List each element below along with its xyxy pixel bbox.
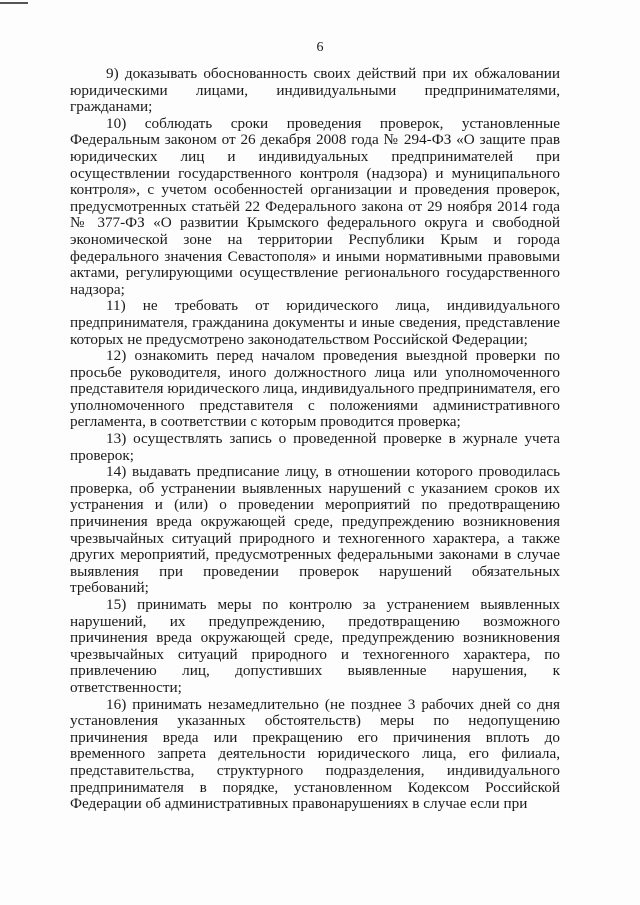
paragraph-item-11: 11) не требовать от юридического лица, индивидуального предпринимателя, гражданина документы и иные сведения, представление которых не предусмотрено законодательством Российской Федерации;	[70, 297, 560, 348]
page-number: 6	[316, 40, 324, 55]
paragraph-item-9: 9) доказывать обоснованность своих действий при их обжаловании юридическими лицами, индивидуальными предпринимателями, гражданами;	[70, 65, 560, 116]
scan-corner-mark	[0, 2, 28, 4]
paragraph-item-12: 12) ознакомить перед началом проведения выездной проверки по просьбе руководителя, иного должностного лица или уполномоченного представителя юридического лица, индивидуального предпринимателя, его уполномоченного представителя с положениями административного регламента, в соответствии с которым проводится проверка;	[70, 347, 560, 431]
paragraph-item-13: 13) осуществлять запись о проведенной проверке в журнале учета проверок;	[70, 430, 560, 464]
paragraph-item-14: 14) выдавать предписание лицу, в отношении которого проводилась проверка, об устранении выявленных нарушений с указанием сроков их устранения и (или) о проведении мероприятий по предотвращению причинения вреда окружающей среде, предупреждению возникновения чрезвычайных ситуаций природного и техногенного характера, а также других мероприятий, предусмотренных федеральными законами в случае выявления при проведении проверок нарушений обязательных требований;	[70, 463, 560, 597]
document-body	[70, 66, 560, 813]
paragraph-item-10: 10) соблюдать сроки проведения проверок, установленные Федеральным законом от 26 декабря 2008 года № 294-ФЗ «О защите прав юридических лиц и индивидуальных предпринимателей при осуществлении государственного контроля (надзора) и муниципального контроля», с учетом особенностей организации и проведения проверок, предусмотренных статьёй 22 Федерального закона от 29 ноября 2014 года № 377-ФЗ «О развитии Крымского федерального округа и свободной экономической зоне на территории Республики Крым и города федерального значения Севастополя» и иными нормативными правовыми актами, регулирующими осуществление регионального государственного надзора;	[70, 114, 560, 298]
paragraph-item-15: 15) принимать меры по контролю за устранением выявленных нарушений, их предупреждению, предотвращению возможного причинения вреда окружающей среде, предупреждению возникновения чрезвычайных ситуаций природного и техногенного характера, по привлечению лиц, допустивших выявленные нарушения, к ответственности;	[70, 596, 560, 696]
paragraph-item-16: 16) принимать незамедлительно (не позднее 3 рабочих дней со дня установления указанных обстоятельств) меры по недопущению причинения вреда или прекращению его причинения вплоть до временного запрета деятельности юридического лица, его филиала, представительства, структурного подразделения, индивидуального предпринимателя в порядке, установленном Кодексом Российской Федерации об административных правонарушениях в случае если при	[70, 695, 560, 813]
